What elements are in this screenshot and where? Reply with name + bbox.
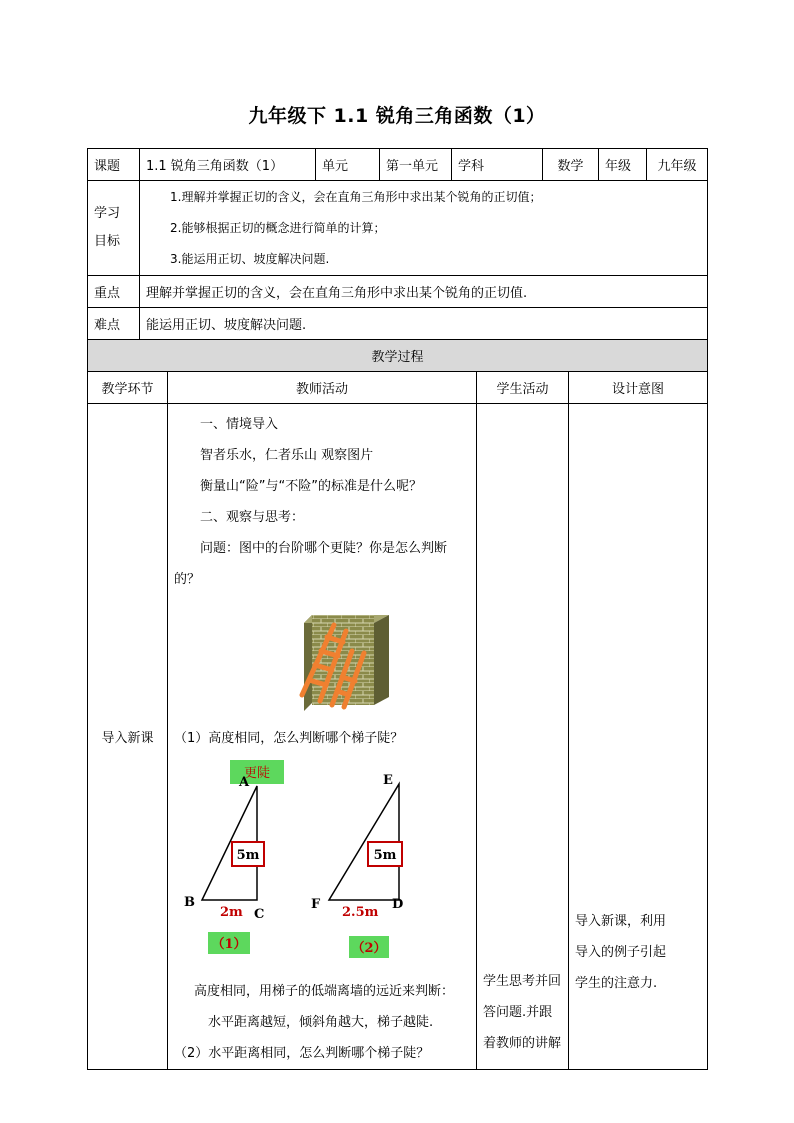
objectives-label	[88, 181, 140, 276]
tri2-top: E	[383, 773, 393, 788]
process-header: 教学过程	[88, 340, 708, 372]
triangle-1	[184, 775, 264, 954]
objectives-row	[88, 181, 708, 276]
column-student: 学生活动	[477, 372, 569, 404]
teacher-question: （2）水平距离相同，怎么判断哪个梯子陡？	[174, 1046, 430, 1061]
grade-value: 九年级	[647, 149, 708, 181]
tri1-left: B	[184, 895, 195, 910]
teacher-text: 智者乐水，仁者乐山 观察图片	[200, 448, 374, 463]
intent-text: 学生的注意力.	[575, 976, 658, 991]
teacher-text: 水平距离越短，倾斜角越大，梯子越陡.	[208, 1015, 434, 1030]
columns-row	[88, 372, 708, 404]
unit-value: 第一单元	[380, 149, 452, 181]
tri2-height: 5m	[373, 848, 397, 863]
objectives-label-line2: 目标	[94, 234, 121, 249]
student-text: 着教师的讲解	[483, 1036, 562, 1051]
teacher-text: 一、情境导入	[200, 417, 279, 432]
teacher-text: 的？	[174, 572, 201, 587]
tri2-left: F	[311, 897, 321, 912]
intent-text: 导入新课，利用	[575, 914, 667, 929]
student-text: 答问题.并跟	[483, 1005, 553, 1020]
header-row	[88, 149, 708, 181]
teacher-text: 高度相同，用梯子的低端离墙的远近来判断：	[194, 984, 455, 999]
objective-item: 1.理解并掌握正切的含义，会在直角三角形中求出某个锐角的正切值；	[170, 189, 542, 204]
teacher-text: 二、观察与思考：	[200, 510, 305, 525]
topic-label: 课题	[88, 149, 140, 181]
process-header-row	[88, 340, 708, 372]
column-stage: 教学环节	[88, 372, 168, 404]
objective-item: 2.能够根据正切的概念进行简单的计算；	[170, 220, 386, 235]
stage-cell: 导入新课	[88, 404, 168, 1070]
key-point-label: 重点	[88, 276, 140, 308]
teacher-activity	[168, 404, 477, 1070]
tri1-height: 5m	[236, 848, 260, 863]
subject-value: 数学	[543, 149, 599, 181]
column-intent: 设计意图	[569, 372, 708, 404]
subject-label: 学科	[452, 149, 543, 181]
teacher-question: （1）高度相同，怎么判断哪个梯子陡？	[174, 731, 404, 746]
tri1-base: 2m	[220, 905, 243, 920]
page-title: 九年级下 1.1 锐角三角函数（1）	[248, 105, 546, 127]
ladder-triangles-figure	[174, 754, 470, 976]
tri2-base: 2.5m	[342, 905, 379, 920]
steeper-tag: 更陡	[243, 766, 271, 781]
key-point-row	[88, 276, 708, 308]
grade-label: 年级	[599, 149, 647, 181]
tri1-caption: （1）	[211, 937, 247, 952]
design-intent	[569, 404, 708, 1070]
unit-label: 单元	[316, 149, 380, 181]
tri1-top: A	[238, 775, 250, 790]
wall-ladder-image	[174, 595, 470, 723]
objective-item: 3.能运用正切、坡度解决问题.	[170, 251, 330, 266]
teacher-text: 衡量山“险”与“不险”的标准是什么呢？	[200, 479, 422, 494]
difficulty-value: 能运用正切、坡度解决问题.	[140, 308, 708, 340]
tri1-right: C	[254, 907, 265, 922]
topic-value: 1.1 锐角三角函数（1）	[140, 149, 316, 181]
difficulty-row	[88, 308, 708, 340]
difficulty-label: 难点	[88, 308, 140, 340]
triangle-2	[311, 773, 403, 958]
objectives-content	[140, 181, 708, 276]
tri2-right: D	[392, 897, 404, 912]
lesson-plan-table	[87, 148, 708, 1070]
teacher-text: 问题：图中的台阶哪个更陡？你是怎么判断	[200, 541, 448, 556]
section-row	[88, 404, 708, 1070]
column-teacher: 教师活动	[168, 372, 477, 404]
key-point-value: 理解并掌握正切的含义，会在直角三角形中求出某个锐角的正切值.	[140, 276, 708, 308]
student-activity	[477, 404, 569, 1070]
tri2-caption: （2）	[351, 941, 387, 956]
objectives-label-line1: 学习	[94, 206, 121, 221]
student-text: 学生思考并回	[483, 974, 562, 989]
intent-text: 导入的例子引起	[575, 945, 667, 960]
